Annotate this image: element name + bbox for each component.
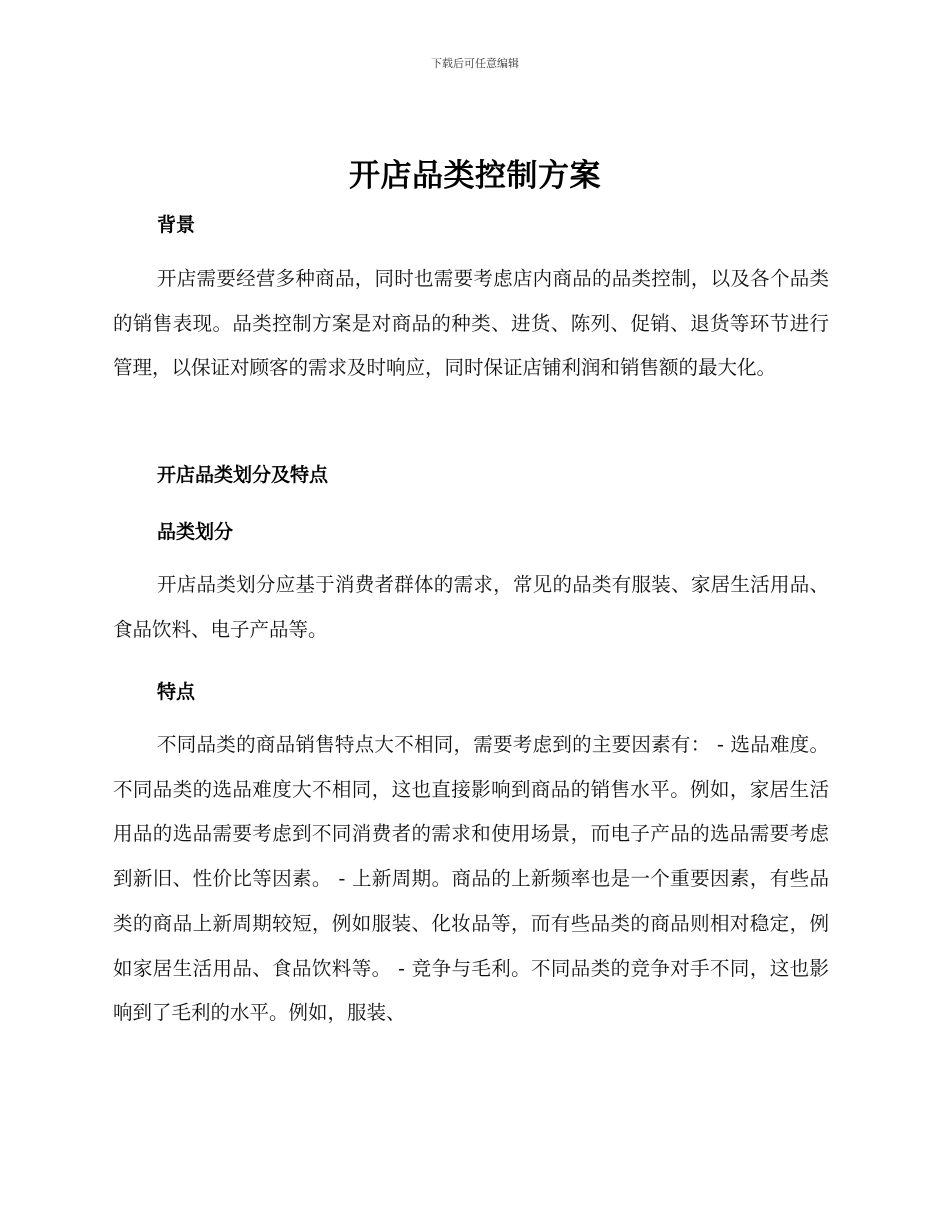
paragraph-features: 不同品类的商品销售特点大不相同，需要考虑到的主要因素有： - 选品难度。不同品类的选品难度大不相同，这也直接影响到商品的销售水平。例如，家居生活用品的选品需要考虑到不同消费者的需求和使用场景，而电子产品的选品需要考虑到新旧、性价比等因素。 - 上新周期。商品的上新频率也是一个重要因素，有些品类的商品上新周期较短，例如服装、化妆品等，而有些品类的商品则相对稳定，例如家居生活用品、食品饮料等。 - 竞争与毛利。不同品类的竞争对手不同，这也影响到了毛利的水平。例如，服装、 (113, 733, 829, 1025)
paragraph-category: 开店品类划分应基于消费者群体的需求，常见的品类有服装、家居生活用品、食品饮料、电子产品等。 (113, 573, 829, 641)
heading-division: 开店品类划分及特点 (157, 464, 329, 486)
document-title: 开店品类控制方案 (349, 158, 601, 194)
paragraph-background: 开店需要经营多种商品，同时也需要考虑店内商品的品类控制，以及各个品类的销售表现。品类控制方案是对商品的种类、进货、陈列、促销、退货等环节进行管理，以保证对顾客的需求及时响应，同时保证店铺利润和销售额的最大化。 (113, 267, 829, 380)
header-watermark: 下载后可任意编辑 (431, 57, 519, 70)
heading-background: 背景 (157, 214, 196, 236)
heading-features: 特点 (157, 681, 196, 703)
heading-category: 品类划分 (157, 521, 234, 543)
